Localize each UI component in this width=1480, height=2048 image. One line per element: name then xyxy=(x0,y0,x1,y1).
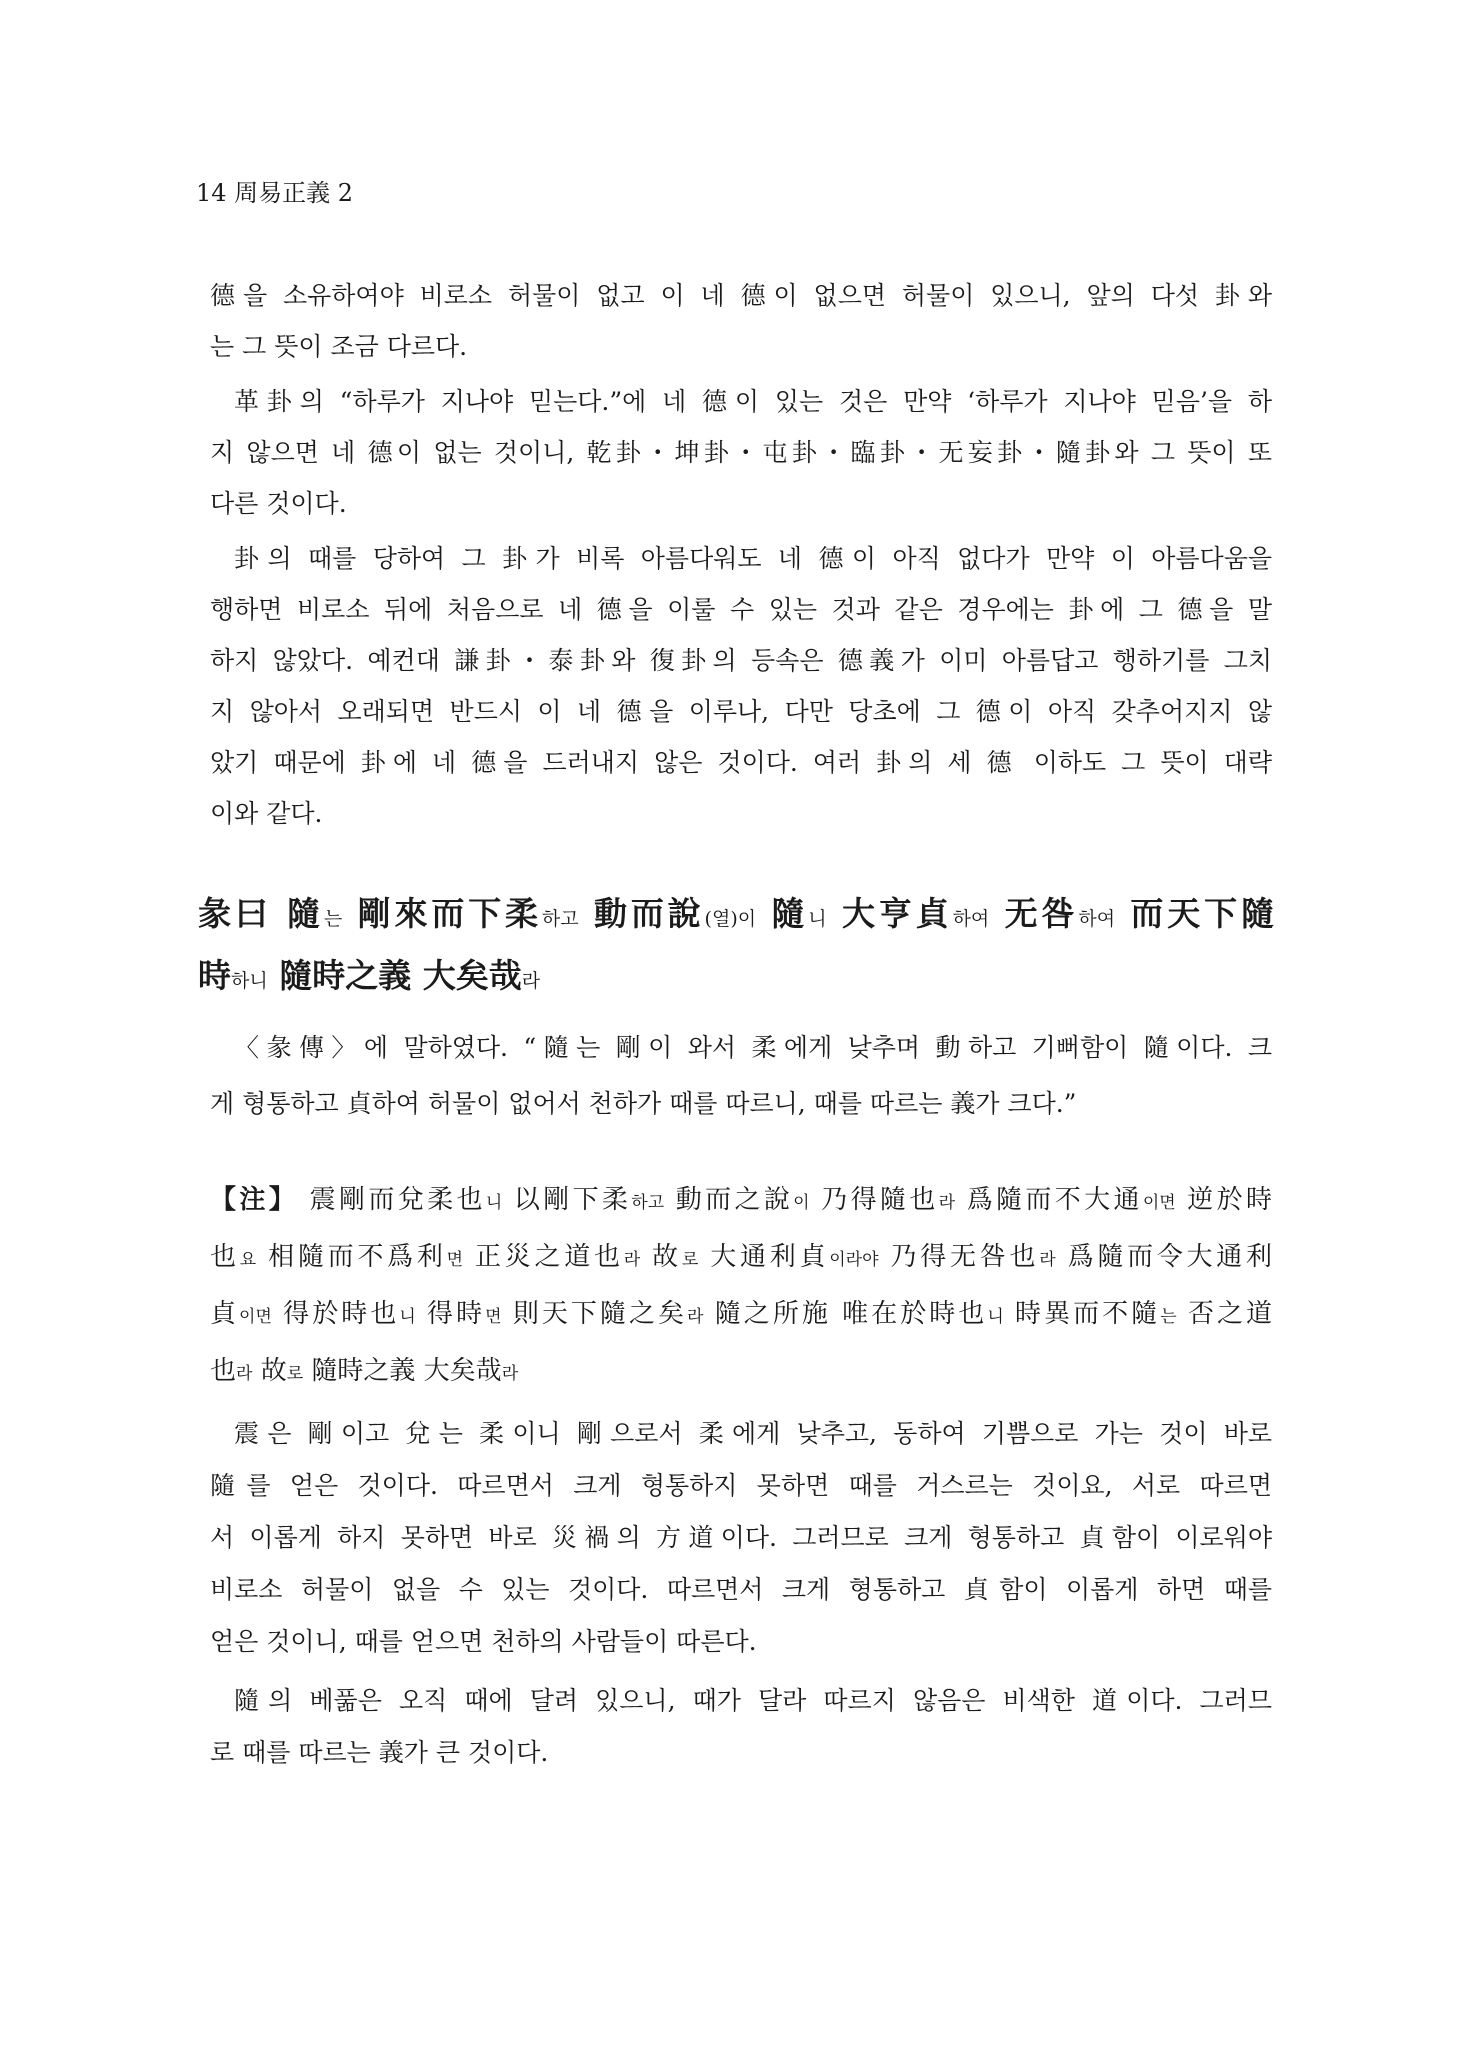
classical-text: 否之道 xyxy=(1176,1299,1272,1329)
classical-text: 隨 xyxy=(756,894,809,933)
classical-text: 大亨貞 xyxy=(826,894,953,933)
scripture-section xyxy=(198,883,1274,1007)
reading-particle: 하여 xyxy=(952,908,990,930)
text-line: 隨를 얻은 것이다. 따르면서 크게 형통하지 못하면 때를 거스르는 것이요, 서로 따르면 xyxy=(210,1471,1272,1500)
text-line xyxy=(210,1172,1272,1229)
text-line: 다른 것이다. xyxy=(210,489,347,518)
classical-text: 則天下隨之矣 xyxy=(501,1299,688,1329)
reading-particle: 라 xyxy=(501,1364,519,1384)
classical-text: 得於時也 xyxy=(271,1299,400,1329)
reading-particle: 요 xyxy=(239,1250,257,1270)
reading-particle: (열)이 xyxy=(704,908,757,930)
text-line: 이와 같다. xyxy=(210,799,323,828)
reading-particle: 하여 xyxy=(1078,908,1116,930)
classical-text: 正災之道也 xyxy=(463,1242,624,1272)
reading-particle: 면 xyxy=(446,1250,464,1270)
reading-particle: 는 xyxy=(323,908,343,930)
paragraph xyxy=(210,1172,1272,1400)
text-line xyxy=(198,883,1274,945)
paragraph xyxy=(210,376,1272,529)
annotation-translation-section xyxy=(210,1408,1272,1779)
classical-text: 爲隨而令大通利 xyxy=(1055,1242,1272,1272)
annotation-marker: 【注】 xyxy=(210,1185,299,1215)
text-line xyxy=(198,945,1274,1007)
reading-particle: 이면 xyxy=(239,1307,272,1327)
scripture-translation-section xyxy=(210,1020,1272,1132)
classical-text: 大通利貞 xyxy=(698,1242,830,1272)
text-line: 는 그 뜻이 조금 다르다. xyxy=(210,332,468,361)
classical-text: 隨時之義 大矣哉 xyxy=(267,956,522,995)
classical-text: 也 xyxy=(210,1356,237,1386)
text-line: 게 형통하고 貞하여 허물이 없어서 천하가 때를 따르니, 때를 따르는 義가 크다.” xyxy=(210,1089,1077,1118)
classical-text: 震剛而兌柔也 xyxy=(298,1185,486,1215)
paragraph xyxy=(210,270,1272,372)
classical-text: 乃得无咎也 xyxy=(878,1242,1040,1272)
reading-particle: 라 xyxy=(236,1364,253,1384)
classical-text: 爲隨而不大通 xyxy=(955,1185,1143,1215)
classical-text: 故 xyxy=(640,1242,682,1272)
reading-particle: 니 xyxy=(399,1307,416,1327)
text-line: 았기 때문에 卦에 네 德을 드러내지 않은 것이다. 여러 卦의 세 德 이하도 그 뜻이 대략 xyxy=(210,748,1272,777)
text-line: 〈彖傳〉에 말하였다. “隨는 剛이 와서 柔에게 낮추며 動하고 기뻐함이 隨이다. 크 xyxy=(234,1033,1272,1062)
reading-particle: 로 xyxy=(681,1250,699,1270)
classical-text: 隨時之義 大矣哉 xyxy=(303,1356,502,1386)
paragraph xyxy=(210,1020,1272,1132)
reading-particle: 니 xyxy=(808,908,827,930)
text-line: 隨의 베풂은 오직 때에 달려 있으니, 때가 달라 따르지 않음은 비색한 道이다. 그러므 xyxy=(234,1686,1272,1715)
text-line: 德을 소유하여야 비로소 허물이 없고 이 네 德이 없으면 허물이 있으니, 앞의 다섯 卦와 xyxy=(210,281,1272,310)
classical-text: 无咎 xyxy=(989,894,1079,933)
reading-particle: 라 xyxy=(623,1250,641,1270)
classical-text: 隨之所施 唯在於時也 xyxy=(703,1299,988,1329)
text-line: 로 때를 따르는 義가 큰 것이다. xyxy=(210,1738,549,1767)
paragraph xyxy=(210,1675,1272,1779)
reading-particle: 로 xyxy=(286,1364,304,1384)
paragraph xyxy=(210,533,1272,839)
classical-text: 動而之說 xyxy=(664,1185,794,1215)
text-line xyxy=(210,1229,1272,1286)
text-line: 하지 않았다. 예컨대 謙卦・泰卦와 復卦의 등속은 德義가 이미 아름답고 행하기를 그치 xyxy=(210,646,1272,675)
reading-particle: 하고 xyxy=(631,1193,665,1213)
commentary-section xyxy=(210,270,1272,839)
classical-text: 貞 xyxy=(210,1299,240,1329)
classical-text: 時 xyxy=(198,956,231,995)
reading-particle: 라 xyxy=(687,1307,704,1327)
text-line: 행하면 비로소 뒤에 처음으로 네 德을 이룰 수 있는 것과 같은 경우에는 卦에 그 德을 말 xyxy=(210,595,1272,624)
reading-particle: 니 xyxy=(485,1193,503,1213)
classical-text: 剛來而下柔 xyxy=(342,894,542,933)
reading-particle: 니 xyxy=(987,1307,1004,1327)
text-line: 서 이롭게 하지 못하면 바로 災禍의 方道이다. 그러므로 크게 형통하고 貞함이 이로워야 xyxy=(210,1523,1272,1552)
paragraph xyxy=(198,883,1274,1007)
text-line: 革卦의 “하루가 지나야 믿는다.”에 네 德이 있는 것은 만약 ‘하루가 지나야 믿음’을 하 xyxy=(234,387,1272,416)
classical-text: 也 xyxy=(210,1242,240,1272)
text-line: 지 않아서 오래되면 반드시 이 네 德을 이루나, 다만 당초에 그 德이 아직 갖추어지지 않 xyxy=(210,697,1272,726)
text-line: 卦의 때를 당하여 그 卦가 비록 아름다워도 네 德이 아직 없다가 만약 이 아름다움을 xyxy=(234,544,1272,573)
classical-text: 彖曰 隨 xyxy=(198,894,324,933)
classical-text: 逆於時 xyxy=(1175,1185,1272,1215)
text-line: 얻은 것이니, 때를 얻으면 천하의 사람들이 따른다. xyxy=(210,1627,757,1656)
reading-particle: 이라야 xyxy=(829,1250,879,1270)
text-line: 震은 剛이고 兌는 柔이니 剛으로서 柔에게 낮추고, 동하여 기쁨으로 가는 것이 바로 xyxy=(234,1419,1272,1448)
reading-particle: 면 xyxy=(485,1307,502,1327)
classical-text: 相隨而不爲利 xyxy=(256,1242,447,1272)
running-header: 14 周易正義 2 xyxy=(196,179,354,207)
annotation-section xyxy=(210,1172,1272,1400)
reading-particle: 라 xyxy=(1039,1250,1056,1270)
classical-text: 動而說 xyxy=(578,894,705,933)
reading-particle: 라 xyxy=(938,1193,956,1213)
classical-text: 得時 xyxy=(415,1299,486,1329)
classical-text: 故 xyxy=(252,1356,287,1386)
text-line: 지 않으면 네 德이 없는 것이니, 乾卦・坤卦・屯卦・臨卦・无妄卦・隨卦와 그 뜻이 또 xyxy=(210,438,1272,467)
reading-particle: 이면 xyxy=(1142,1193,1176,1213)
reading-particle: 이 xyxy=(793,1193,810,1213)
paragraph xyxy=(210,1408,1272,1668)
classical-text: 而天下隨 xyxy=(1115,894,1274,933)
reading-particle: 하고 xyxy=(541,908,579,930)
reading-particle: 하니 xyxy=(231,970,268,992)
text-line: 비로소 허물이 없을 수 있는 것이다. 따르면서 크게 형통하고 貞함이 이롭게 하면 때를 xyxy=(210,1575,1272,1604)
text-line xyxy=(210,1286,1272,1343)
reading-particle: 는 xyxy=(1160,1307,1177,1327)
reading-particle: 라 xyxy=(521,970,541,992)
classical-text: 時異而不隨 xyxy=(1003,1299,1161,1329)
text-line xyxy=(210,1343,1272,1400)
classical-text: 乃得隨也 xyxy=(809,1185,939,1215)
classical-text: 以剛下柔 xyxy=(502,1185,632,1215)
